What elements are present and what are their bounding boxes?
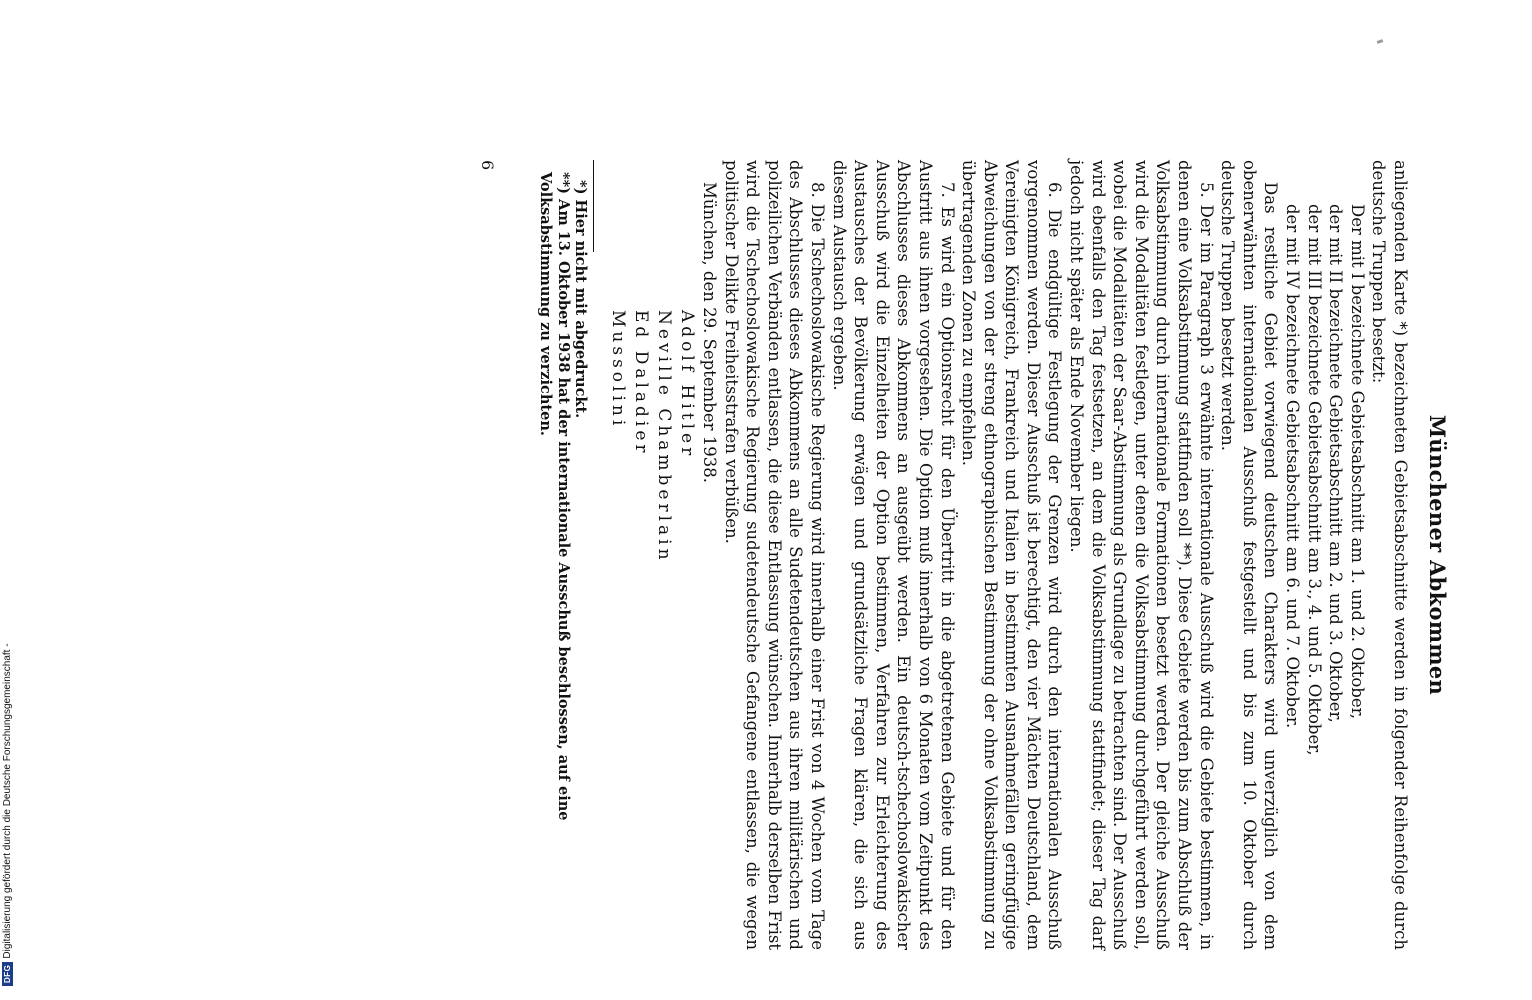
paragraph-7: 7. Es wird ein Optionsrecht für den Übertritt in die abgetretenen Gebiete und für den Austritt aus ihnen vorgesehen. Die Option muß innerhalb von 6 Monaten vom Zeitpunkt des Abschlusses dieses Abkommens an ausgeübt werden. Ein deutsch-tschechoslowakischer Ausschuß wird die Einzelheiten der Option bestimmen, Verfahren zur Erleichterung des Austausches der Bevölkerung erwägen und grundsätzliche Fragen klären, die sich aus diesem Austausch ergeben. [829, 160, 957, 950]
page-title: Münchener Abkommen [1425, 414, 1450, 696]
scan-credit [0, 0, 14, 1000]
list-item: der mit II bezeichnete Gebietsabschnitt am 2. und 3. Oktober, [1326, 204, 1346, 723]
paragraph-intro: anliegenden Karte *) bezeichneten Gebietsabschnitte werden in folgender Reihenfolge durch deutsche Truppen besetzt: [1369, 160, 1410, 950]
signature-mussolini: Mussolini [608, 310, 629, 430]
list-item: Der mit I bezeichnete Gebietsabschnitt am 1. und 2. Oktober, [1347, 204, 1367, 719]
signature-daladier: Ed Daladier [631, 310, 652, 457]
paragraph-6: 6. Die endgültige Festlegung der Grenzen wird durch den internationalen Ausschuß vorgenommen werden. Dieser Ausschuß ist berechtigt, den vier Mächten Deutschland, dem Vereinigten Königreich, Frankreich und Italien in bestimmten Ausnahmefällen geringfügige Abweichungen von der streng ethnographischen Bestimmung der ohne Volksabstimmung zu übertragenden Zonen zu empfehlen. [959, 160, 1065, 950]
document-body [606, 160, 1411, 950]
scan-speck [1377, 39, 1384, 44]
paragraph-8: 8. Die Tschechoslowakische Regierung wird innerhalb einer Frist von 4 Wochen vom Tage des Abschlusses dieses Abkommens an alle Sudetendeutschen aus ihren militärischen und polizeilichen Verbänden entlassen, die diese Entlassung wünschen. Innerhalb derselben Frist wird die Tschechoslowakische Regierung sudetendeutsche Gefangene entlassen, die wegen politischer Delikte Freiheitsstrafen verbüßen. [721, 160, 827, 950]
signature-chamberlain: Neville Chamberlain [654, 310, 675, 564]
credit-text: Digitalisierung gefördert durch die Deutsche Forschungsgemeinschaft - [1, 643, 13, 959]
dfg-logo-icon: DFG [2, 962, 13, 986]
list-item: der mit III bezeichnete Gebietsabschnitt am 3., 4. und 5. Oktober, [1304, 204, 1324, 756]
signature-hitler: Adolf Hitler [677, 310, 698, 460]
footnotes [537, 160, 590, 950]
signature-block [606, 160, 698, 950]
paragraph-5: 5. Der im Paragraph 3 erwähnte internationale Ausschuß wird die Gebiete bestimmen, in denen eine Volksabstimmung stattfinden soll **). Diese Gebiete werden bis zum Abschluß der Volksabstimmung durch internationale Formationen besetzt werden. Der gleiche Ausschuß wird die Modalitäten festlegen, unter denen die Volksabstimmung durchgeführt werden soll, wobei die Modalitäten der Saar-Abstimmung als Grundlage zu betrachten sind. Der Ausschuß wird ebenfalls den Tag festsetzen, an dem die Volksabstimmung stattfindet; dieser Tag darf jedoch nicht später als Ende November liegen. [1067, 160, 1216, 950]
place-date: München, den 29. September 1938. [700, 182, 719, 483]
footnote: **) Am 13. Oktober 1938 hat der internationale Ausschuß beschlossen, auf eine Volksabstimmung zu verzichten. [537, 172, 572, 821]
footnote: *) Hier nicht mit abgedruckt. [572, 180, 590, 419]
paragraph-remaining-territory: Das restliche Gebiet vorwiegend deutschen Charakters wird unverzüglich von dem obenerwähnten internationalen Ausschuß festgestellt und bis zum 10. Oktober durch deutsche Truppen besetzt werden. [1218, 160, 1281, 950]
document-page [150, 160, 1450, 950]
list-item: der mit IV bezeichnete Gebietsabschnitt am 6. und 7. Oktober. [1283, 204, 1303, 729]
page-number: 6 [477, 160, 497, 171]
footnote-separator [593, 160, 594, 252]
